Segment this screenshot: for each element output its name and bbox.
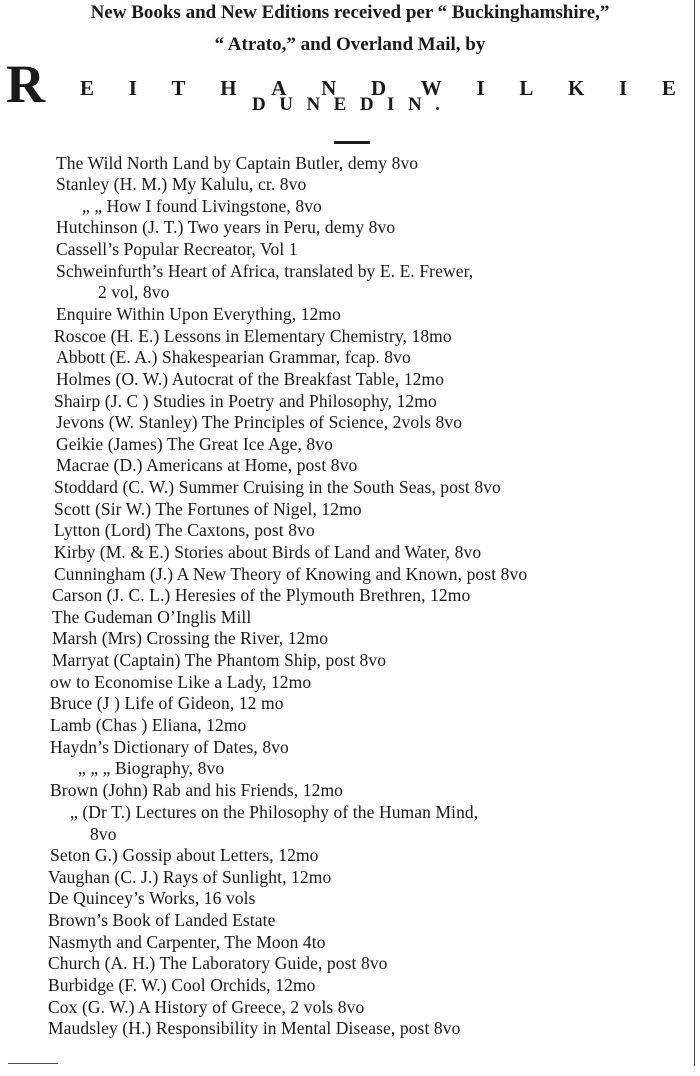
book-entry: ow to Economise Like a Lady, 12mo [50, 672, 312, 692]
book-entry: Holmes (O. W.) Autocrat of the Breakfast Table, 12mo [56, 369, 445, 389]
book-entry: Hutchinson (J. T.) Two years in Peru, demy 8vo [56, 217, 396, 237]
book-entry: Haydn’s Dictionary of Dates, 8vo [50, 737, 289, 757]
firm-name-letter: D [370, 76, 387, 100]
book-entry: Brown (John) Rab and his Friends, 12mo [50, 780, 344, 800]
city-name-letter: N [306, 94, 321, 115]
book-entry: Geikie (James) The Great Ice Age, 8vo [56, 434, 333, 454]
city-name-letter: I [387, 94, 395, 115]
book-entry: Shairp (J. C ) Studies in Poetry and Philosophy, 12mo [54, 391, 437, 411]
firm-name-letter: I [476, 76, 485, 100]
city-name-letter: E [333, 94, 347, 115]
firm-name-letter: H [220, 76, 237, 100]
book-entry: Enquire Within Upon Everything, 12mo [56, 304, 341, 324]
city-name-letter: . [435, 94, 440, 115]
city-name-letter: D [359, 94, 374, 115]
book-entry: Stoddard (C. W.) Summer Cruising in the South Seas, post 8vo [54, 477, 501, 497]
book-entry: Seton G.) Gossip about Letters, 12mo [50, 845, 319, 865]
firm-name-letter: L [519, 76, 534, 100]
firm-name-letter: N [321, 76, 337, 100]
city-name-letter: D [252, 94, 266, 115]
city-name [252, 94, 440, 116]
book-entry: The Wild North Land by Captain Butler, demy 8vo [56, 153, 419, 173]
book-entry: Cunningham (J.) A New Theory of Knowing and Known, post 8vo [54, 564, 528, 584]
firm-name-letter: W [420, 76, 442, 100]
book-entry: Cassell’s Popular Recreator, Vol 1 [56, 239, 298, 259]
book-entry: Macrae (D.) Americans at Home, post 8vo [56, 455, 358, 475]
book-entry: Schweinfurth’s Heart of Africa, translated by E. E. Frewer, [56, 261, 474, 281]
book-entry: Maudsley (H.) Responsibility in Mental Disease, post 8vo [48, 1018, 461, 1038]
book-entry: De Quincey’s Works, 16 vols [48, 888, 256, 908]
book-entry: Church (A. H.) The Laboratory Guide, post 8vo [48, 953, 388, 973]
book-entry: Carson (J. C. L.) Heresies of the Plymouth Brethren, 12mo [52, 585, 471, 605]
book-entry: Brown’s Book of Landed Estate [48, 910, 276, 930]
book-entry: Marryat (Captain) The Phantom Ship, post 8vo [52, 650, 387, 670]
book-entry: „ „ How I found Livingstone, 8vo [82, 196, 322, 216]
book-entry: The Gudeman O’Inglis Mill [52, 607, 252, 627]
book-entry: Nasmyth and Carpenter, The Moon 4to [48, 932, 326, 952]
heading-line-1: New Books and New Editions received per “ Buckinghamshire,” [90, 2, 610, 23]
book-entry: Jevons (W. Stanley) The Principles of Science, 2vols 8vo [56, 412, 463, 432]
ornamental-rule [334, 141, 370, 144]
book-entry: Kirby (M. & E.) Stories about Birds of Land and Water, 8vo [54, 542, 482, 562]
book-entry: Roscoe (H. E.) Lessons in Elementary Chemistry, 18mo [54, 326, 452, 346]
firm-name-letter: E [80, 76, 95, 100]
book-entry: Stanley (H. M.) My Kalulu, cr. 8vo [56, 174, 307, 194]
bottom-rule [8, 1063, 58, 1064]
book-entry: Lamb (Chas ) Eliana, 12mo [50, 715, 247, 735]
book-entry: Scott (Sir W.) The Fortunes of Nigel, 12mo [54, 499, 362, 519]
book-entry: Cox (G. W.) A History of Greece, 2 vols 8vo [48, 997, 365, 1017]
firm-name-letter: T [171, 76, 186, 100]
book-entry: Abbott (E. A.) Shakespearian Grammar, fcap. 8vo [56, 347, 411, 367]
city-name-letter: N [407, 94, 422, 115]
book-entry: Bruce (J ) Life of Gideon, 12 mo [50, 693, 284, 713]
firm-name-letter: A [271, 76, 287, 100]
firm-name-letter: I [128, 76, 137, 100]
book-entry: 8vo [90, 824, 117, 844]
book-entry: Marsh (Mrs) Crossing the River, 12mo [52, 628, 329, 648]
firm-initial: R [6, 54, 45, 114]
firm-name-letter: E [661, 76, 676, 100]
book-entry: Burbidge (F. W.) Cool Orchids, 12mo [48, 975, 316, 995]
book-entry: „ „ „ Biography, 8vo [78, 758, 225, 778]
column-rule [694, 0, 695, 1066]
book-entry: Vaughan (C. J.) Rays of Sunlight, 12mo [48, 867, 332, 887]
firm-name-letter: K [568, 76, 585, 100]
book-entry: „ (Dr T.) Lectures on the Philosophy of the Human Mind, [70, 802, 479, 822]
book-entry: Lytton (Lord) The Caxtons, post 8vo [54, 520, 315, 540]
book-entry: 2 vol, 8vo [98, 282, 170, 302]
city-name-letter: U [279, 94, 293, 115]
heading-line-2: “ Atrato,” and Overland Mail, by [214, 34, 486, 55]
firm-name-letter: I [619, 76, 628, 100]
